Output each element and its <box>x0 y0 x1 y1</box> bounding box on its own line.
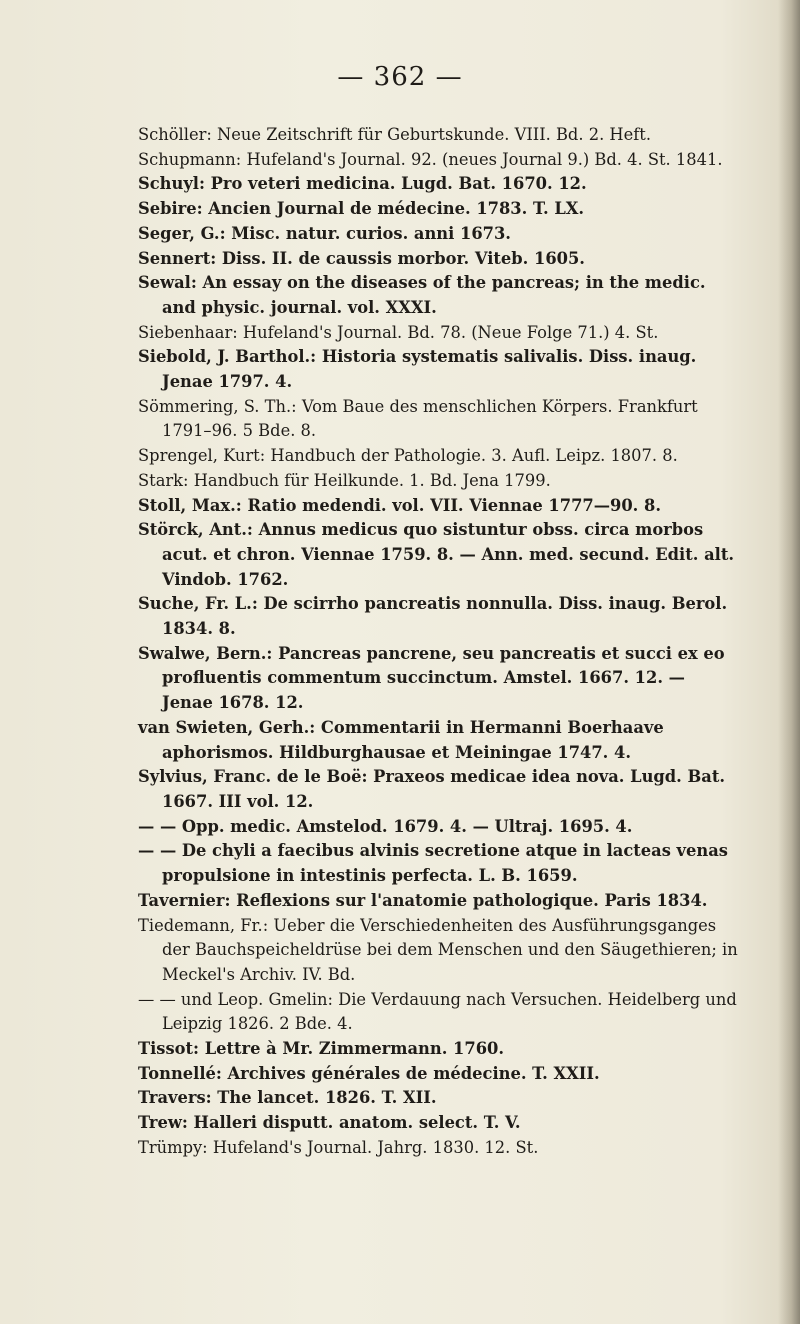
bibliography-entry: Tavernier: Reflexions sur l'anatomie pathologique. Paris 1834. <box>138 890 708 910</box>
bibliography-entry: Seger, G.: Misc. natur. curios. anni 1673. <box>138 223 511 243</box>
bibliography-entry: Sömmering, S. Th.: Vom Baue des menschlichen Körpers. Frankfurt 1791–96. 5 Bde. 8. <box>138 396 698 441</box>
bibliography-entry: Sewal: An essay on the diseases of the pancreas; in the medic. and physic. journal. vol. XXXI. <box>138 273 706 317</box>
bibliography-entry: Trümpy: Hufeland's Journal. Jahrg. 1830. 12. St. <box>138 1137 539 1157</box>
bibliography-entry: van Swieten, Gerh.: Commentarii in Hermanni Boerhaave aphorismos. Hildburghausae et Meiningae 1747. 4. <box>138 717 664 762</box>
bibliography-entry: Sennert: Diss. II. de caussis morbor. Viteb. 1605. <box>138 248 585 268</box>
bibliography-entry: Sylvius, Franc. de le Boë: Praxeos medicae idea nova. Lugd. Bat. 1667. III vol. 12. <box>138 767 726 811</box>
bibliography-entry: Schuyl: Pro veteri medicina. Lugd. Bat. 1670. 12. <box>138 174 587 194</box>
bibliography-entry: Tissot: Lettre à Mr. Zimmermann. 1760. <box>138 1039 505 1059</box>
page-edge-shadow <box>778 0 800 1324</box>
bibliography-entry: Störck, Ant.: Annus medicus quo sistuntur obss. circa morbos acut. et chron. Viennae 1759. 8. — Ann. med. secund. Edit. alt. Vindob. 1762. <box>138 520 735 589</box>
bibliography-entry: — — De chyli a faecibus alvinis secretione atque in lacteas venas propulsione in intestinis perfecta. L. B. 1659. <box>138 841 728 886</box>
bibliography-entry: Sprengel, Kurt: Handbuch der Pathologie. 3. Aufl. Leipz. 1807. 8. <box>138 446 678 466</box>
bibliography-entry: Schöller: Neue Zeitschrift für Geburtskunde. VIII. Bd. 2. Heft. <box>138 125 651 144</box>
bibliography-entry: — — und Leop. Gmelin: Die Verdauung nach Versuchen. Heidelberg und Leipzig 1826. 2 Bde. 4. <box>138 989 737 1034</box>
bibliography-entry: Swalwe, Bern.: Pancreas pancrene, seu pancreatis et succi ex eo profluentis commentum succinctum. Amstel. 1667. 12. — Jenae 1678. 12. <box>138 643 725 713</box>
page-number: — 362 — <box>337 62 463 92</box>
bibliography-entry: Tonnellé: Archives générales de médecine. T. XXII. <box>138 1063 600 1083</box>
bibliography-entry: Stark: Handbuch für Heilkunde. 1. Bd. Jena 1799. <box>138 470 551 490</box>
bibliography-entry: Schupmann: Hufeland's Journal. 92. (neues Journal 9.) Bd. 4. St. 1841. <box>138 149 723 169</box>
bibliography-entry: Siebenhaar: Hufeland's Journal. Bd. 78. (Neue Folge 71.) 4. St. <box>138 322 659 342</box>
bibliography-entry: Suche, Fr. L.: De scirrho pancreatis nonnulla. Diss. inaug. Berol. 1834. 8. <box>138 594 728 639</box>
bibliography-entry: Stoll, Max.: Ratio medendi. vol. VII. Viennae 1777—90. 8. <box>138 495 661 515</box>
bibliography-entry: Tiedemann, Fr.: Ueber die Verschiedenheiten des Ausführungsganges der Bauchspeicheldrüse bei dem Menschen und den Säugethieren; in Meckel's Archiv. IV. Bd. <box>138 915 738 984</box>
bibliography-entry: Trew: Halleri disputt. anatom. select. T. V. <box>138 1113 521 1133</box>
bibliography-entry: Sebire: Ancien Journal de médecine. 1783. T. LX. <box>138 199 585 219</box>
bibliography-entry: Siebold, J. Barthol.: Historia systematis salivalis. Diss. inaug. Jenae 1797. 4. <box>138 347 697 392</box>
bibliography-entry: Travers: The lancet. 1826. T. XII. <box>138 1088 437 1108</box>
bibliography-list <box>138 123 738 1161</box>
bibliography-entry: — — Opp. medic. Amstelod. 1679. 4. — Ultraj. 1695. 4. <box>138 816 633 836</box>
